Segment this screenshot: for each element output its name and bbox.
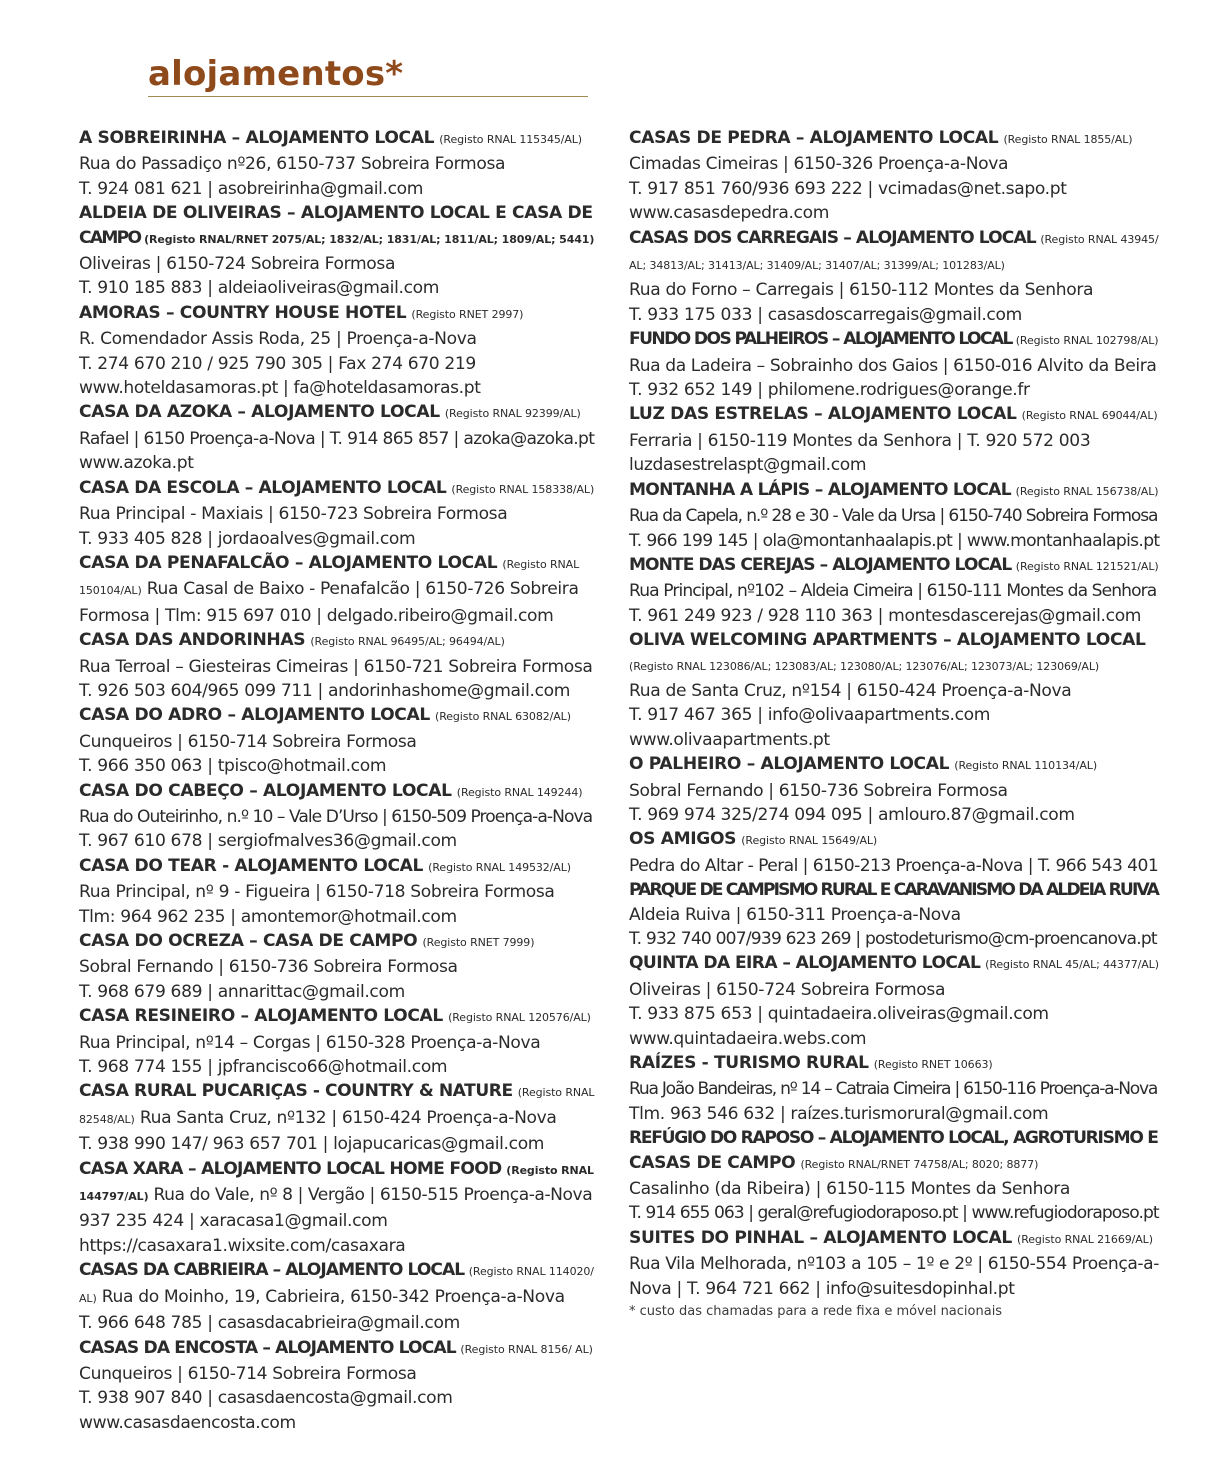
listing-detail-line [629,252,1159,278]
listing-detail-line [629,903,1159,927]
listing-heading-line [629,553,1159,579]
listing-name: RAÍZES - TURISMO RURAL [629,1053,869,1074]
text-segment: Rua Principal, nº102 – Aldeia Cimeira | 6150-111 Montes da Senhora [629,581,1157,602]
registration-number: (Registo RNAL 123086/AL; 123083/AL; 123080/AL; 123076/AL; 123073/AL; 123069/AL) [629,659,1100,673]
listing-name: ALDEIA DE OLIVEIRAS – ALOJAMENTO LOCAL E CASA DE [79,203,593,224]
listing-detail-line [629,303,1159,327]
registration-number: (Registo RNAL 15649/AL) [741,834,878,848]
registration-number: (Registo RNAL/RNET 74758/AL; 8020; 8877) [800,1157,1039,1171]
listing-detail-line [629,1102,1159,1126]
footnote: * custo das chamadas para a rede fixa e móvel nacionais [629,1304,1003,1319]
text-segment: Cimadas Cimeiras | 6150-326 Proença-a-Nova [629,154,1009,175]
listing-detail-line [629,1277,1159,1301]
listing-detail-line [79,1362,594,1386]
text-segment: Rua do Vale, nº 8 | Vergão | 6150-515 Proença-a-Nova [148,1185,593,1206]
text-segment: T. 966 350 063 | tpisco@hotmail.com [79,756,387,777]
listing-name: CASAS DOS CARREGAIS – ALOJAMENTO LOCAL [629,227,1036,248]
listing-entry [629,126,1159,226]
registration-number: (Registo RNET 7999) [422,936,535,949]
listing-detail-line [629,354,1159,378]
listing-entry [79,1079,594,1156]
registration-number: (Registo RNAL 149244) [456,785,583,799]
listing-detail-line [629,803,1159,827]
listing-detail-line [79,427,594,451]
listing-name: MONTE DAS CEREJAS – ALOJAMENTO LOCAL [629,554,1012,575]
text-segment: Rua Casal de Baixo - Penafalcão | 6150-726 Sobreira [141,579,579,600]
listing-detail-line [79,955,594,979]
listing-heading-line [79,1258,594,1284]
listing-name: CASA DA ESCOLA – ALOJAMENTO LOCAL [79,477,447,498]
text-segment: Rua de Santa Cruz, nº154 | 6150-424 Proença-a-Nova [629,680,1072,701]
registration-number: 150104/AL) [79,584,142,598]
listing-entry [79,628,594,703]
listing-heading-line [629,752,1159,778]
text-segment: Nova | T. 964 721 662 | info@suitesdopinhal.pt [629,1278,1015,1299]
listing-name: CASA DO OCREZA – CASA DE CAMPO [79,931,418,951]
listing-detail-line [79,252,594,276]
registration-number: (Registo RNAL 69044/AL) [1021,409,1158,423]
listing-entry [79,126,594,201]
listing-name: CAMPO [79,227,141,248]
registration-number: (Registo RNAL 121521/AL) [1015,559,1159,573]
listing-detail-line [79,376,594,400]
text-segment: T. 910 185 883 | aldeiaoliveiras@gmail.com [79,278,440,299]
listing-detail-line [79,905,594,929]
listing-name: A SOBREIRINHA – ALOJAMENTO LOCAL [79,128,435,148]
registration-number: (Registo RNAL 21669/AL) [1017,1232,1153,1246]
listing-heading-line [79,779,594,805]
listing-name: CASAS DA CABRIEIRA – ALOJAMENTO LOCAL [79,1260,465,1281]
right-column [629,126,1159,1301]
text-segment: T. 933 405 828 | jordaoalves@gmail.com [79,528,416,549]
listing-name: CASA RURAL PUCARIÇAS - COUNTRY & NATURE [79,1081,513,1102]
listing-name: CASA XARA – ALOJAMENTO LOCAL HOME FOOD [79,1158,502,1179]
text-segment: T. 914 655 063 | geral@refugiodoraposo.pt | www.refugiodoraposo.pt [629,1203,1159,1224]
text-segment: T. 917 851 760/936 693 222 | vcimadas@net.sapo.pt [629,178,1067,199]
text-segment: Rua Terroal – Giesteiras Cimeiras | 6150-721 Sobreira Formosa [79,656,593,677]
text-segment: Rafael | 6150 Proença-a-Nova | T. 914 865 857 | azoka@azoka.pt [79,428,595,449]
registration-number: (Registo RNAL [517,1086,595,1100]
listing-heading-line [79,126,594,152]
listing-detail-line [79,527,594,551]
listing-entry [629,478,1159,553]
registration-number: (Registo RNAL 156738/AL) [1015,484,1159,498]
listing-detail-line [629,1177,1159,1201]
listing-detail-line [629,604,1159,628]
registration-number: (Registo RNAL 149532/AL) [428,860,571,874]
listing-detail-line [79,1183,594,1209]
text-segment: Rua do Forno – Carregais | 6150-112 Montes da Senhora [629,280,1094,301]
listing-name: REFÚGIO DO RAPOSO – ALOJAMENTO LOCAL, AGROTURISMO E [629,1128,1158,1149]
listing-detail-line [79,1234,594,1258]
text-segment: Rua do Passadiço nº26, 6150-737 Sobreira Formosa [79,154,506,175]
registration-number: (Registo RNAL 45/AL; 44377/AL) [985,958,1159,972]
registration-number: (Registo RNAL 102798/AL) [1015,334,1159,348]
text-segment: T. 926 503 604/965 099 711 | andorinhashome@gmail.com [79,680,571,701]
text-segment: T. 967 610 678 | sergiofmalves36@gmail.com [79,831,457,852]
listing-name: CASA DO ADRO – ALOJAMENTO LOCAL [79,705,430,726]
text-segment: www.casasdaencosta.com [79,1412,296,1433]
listing-detail-line [79,226,594,252]
listing-detail-line [79,754,594,778]
text-segment: T. 938 907 840 | casasdaencosta@gmail.com [79,1388,453,1409]
listing-entry [629,878,1159,951]
text-segment: T. 924 081 621 | asobreirinha@gmail.com [79,178,424,199]
listing-detail-line [629,779,1159,803]
listing-entry [79,476,594,551]
listing-name: CASAS DE PEDRA – ALOJAMENTO LOCAL [629,128,999,148]
listing-detail-line [629,152,1159,176]
registration-number: (Registo RNAL [502,557,580,571]
listing-entry [79,1004,594,1079]
listing-name: CASA DA AZOKA – ALOJAMENTO LOCAL [79,402,440,423]
listing-detail-line [629,177,1159,201]
listing-name: CASA DO TEAR - ALOJAMENTO LOCAL [79,855,424,876]
listing-detail-line [629,429,1159,453]
listing-detail-line [629,1252,1159,1276]
listing-name: LUZ DAS ESTRELAS – ALOJAMENTO LOCAL [629,404,1017,425]
text-segment: Rua da Capela, n.º 28 e 30 - Vale da Ursa | 6150-740 Sobreira Formosa [629,506,1158,527]
text-segment: Ferraria | 6150-119 Montes da Senhora | T. 920 572 003 [629,430,1091,451]
listing-detail-line [79,880,594,904]
text-segment: Rua do Moinho, 19, Cabrieira, 6150-342 Proença-a-Nova [96,1286,565,1307]
listing-entry [629,553,1159,628]
text-segment: T. 933 175 033 | casasdoscarregais@gmail.com [629,304,1022,325]
listing-entry [629,226,1159,328]
text-segment: Rua João Bandeiras, nº 14 – Catraia Cimeira | 6150-116 Proença-a-Nova [629,1079,1158,1100]
text-segment: Cunqueiros | 6150-714 Sobreira Formosa [79,1363,417,1384]
listing-entry [629,951,1159,1051]
listing-entry [79,1336,594,1436]
listing-detail-line [79,655,594,679]
registration-number: (Registo RNAL 8156/ AL) [460,1342,593,1356]
listing-name: CASAS DE CAMPO [629,1152,796,1173]
listing-name: PARQUE DE CAMPISMO RURAL E CARAVANISMO DA ALDEIA RUIVA [629,880,1159,901]
listing-detail-line [79,805,594,829]
text-segment: T. 966 648 785 | casasdacabrieira@gmail.com [79,1313,460,1334]
text-segment: Cunqueiros | 6150-714 Sobreira Formosa [79,731,417,752]
listing-entry [629,752,1159,827]
listing-heading-line [79,1004,594,1030]
listing-detail-line [629,1027,1159,1051]
listing-heading-line [79,628,594,654]
listing-name: SUITES DO PINHAL – ALOJAMENTO LOCAL [629,1227,1012,1248]
listing-detail-line [629,978,1159,1002]
registration-number: (Registo RNAL 110134/AL) [954,759,1098,773]
text-segment: Rua da Ladeira – Sobrainho dos Gaios | 6150-016 Alvito da Beira [629,355,1157,376]
listing-name: QUINTA DA EIRA – ALOJAMENTO LOCAL [629,953,981,974]
text-segment: www.olivaapartments.pt [629,729,830,750]
text-segment: Rua Principal, nº14 – Corgas | 6150-328 Proença-a-Nova [79,1032,541,1053]
listing-heading-line [629,327,1159,353]
listing-entry [629,402,1159,477]
text-segment: www.quintadaeira.webs.com [629,1028,867,1049]
listing-heading-line [79,551,594,577]
listing-detail-line [629,927,1159,951]
listing-detail-line [629,453,1159,477]
listing-entry [629,327,1159,402]
listing-name: CASA DAS ANDORINHAS [79,630,306,651]
registration-number: (Registo RNAL 115345/AL) [439,133,582,146]
text-segment: Casalinho (da Ribeira) | 6150-115 Montes da Senhora [629,1179,1071,1200]
registration-number: (Registo RNAL 114020/ [468,1265,594,1279]
listing-heading-line [79,703,594,729]
listing-detail-line [629,653,1159,679]
listing-name: CASA DA PENAFALCÃO – ALOJAMENTO LOCAL [79,552,498,573]
listing-detail-line [79,1386,594,1410]
text-segment: Tlm. 963 546 632 | raízes.turismorural@gmail.com [629,1103,1049,1124]
listing-detail-line [629,1151,1159,1177]
listing-detail-line [629,378,1159,402]
listing-name: CASA DO CABEÇO – ALOJAMENTO LOCAL [79,780,452,801]
registration-number: (Registo RNAL 120576/AL) [448,1011,591,1025]
text-segment: Rua Vila Melhorada, nº103 a 105 – 1º e 2º | 6150-554 Proença-a- [629,1254,1160,1275]
registration-number: (Registo RNAL [506,1163,594,1177]
listing-heading-line [79,301,594,327]
text-segment: Rua Santa Cruz, nº132 | 6150-424 Proença-a-Nova [134,1107,557,1128]
listing-detail-line [79,327,594,351]
text-segment: Rua do Outeirinho, n.º 10 – Vale D’Urso | 6150-509 Proença-a-Nova [79,806,593,827]
listing-detail-line [79,1132,594,1156]
listing-heading-line [79,476,594,502]
text-segment: T. 938 990 147/ 963 657 701 | lojapucaricas@gmail.com [79,1134,545,1155]
text-segment: T. 969 974 325/274 094 095 | amlouro.87@gmail.com [629,804,1075,825]
text-segment: 937 235 424 | xaracasa1@gmail.com [79,1211,388,1232]
text-segment: T. 966 199 145 | ola@montanhaalapis.pt | www.montanhaalapis.pt [629,530,1160,551]
page-title: alojamentos* [148,54,404,94]
listing-heading-line [629,402,1159,428]
listing-entry [629,827,1159,878]
text-segment: T. 961 249 923 / 928 110 363 | montesdascerejas@gmail.com [629,605,1142,626]
listing-detail-line [79,980,594,1004]
listing-detail-line [79,730,594,754]
listing-heading-line [79,854,594,880]
listing-entry [629,628,1159,752]
listing-heading-line [79,1336,594,1362]
text-segment: Formosa | Tlm: 915 697 010 | delgado.ribeiro@gmail.com [79,605,554,626]
text-segment: www.azoka.pt [79,453,194,474]
listing-entry [79,400,594,475]
listing-heading-line [79,201,594,225]
text-segment: Oliveiras | 6150-724 Sobreira Formosa [629,979,946,1000]
text-segment: https://casaxara1.wixsite.com/casaxara [79,1235,406,1256]
text-segment: T. 274 670 210 / 925 790 305 | Fax 274 670 219 [79,353,476,374]
registration-number: 144797/AL) [79,1190,149,1204]
listing-entry [629,1051,1159,1126]
listing-name: FUNDO DOS PALHEIROS – ALOJAMENTO LOCAL [629,329,1012,350]
listing-detail-line [79,829,594,853]
registration-number: (Registo RNAL 1855/AL) [1003,133,1133,146]
listing-detail-line [79,177,594,201]
listing-entry [79,1157,594,1259]
registration-number: (Registo RNAL/RNET 2075/AL; 1832/AL; 1831/AL; 1811/AL; 1809/AL; 5441) [144,232,595,246]
page-header [148,52,588,97]
text-segment: Aldeia Ruiva | 6150-311 Proença-a-Nova [629,904,961,925]
listing-heading-line [629,951,1159,977]
registration-number: (Registo RNAL 158338/AL) [451,482,595,496]
listing-detail-line [79,604,594,628]
listing-detail-line [79,352,594,376]
listing-detail-line [629,1201,1159,1225]
listing-heading-line [629,878,1159,902]
listing-heading-line [629,827,1159,853]
listing-detail-line [79,152,594,176]
text-segment: Sobral Fernando | 6150-736 Sobreira Formosa [629,780,1008,801]
text-segment: Pedra do Altar - Peral | 6150-213 Proença-a-Nova | T. 966 543 401 [629,855,1159,876]
title-rule [148,96,588,97]
listing-entry [79,854,594,929]
listing-detail-line [79,276,594,300]
listing-name: MONTANHA A LÁPIS – ALOJAMENTO LOCAL [629,479,1011,500]
listing-heading-line [79,1079,594,1105]
listing-entry [79,1258,594,1335]
listing-heading-line [79,400,594,426]
registration-number: (Registo RNAL 96495/AL; 96494/AL) [310,635,505,649]
listing-detail-line [629,1077,1159,1101]
text-segment: Oliveiras | 6150-724 Sobreira Formosa [79,254,396,275]
listing-detail-line [79,502,594,526]
text-segment: T. 917 467 365 | info@olivaapartments.com [629,705,991,726]
listing-name: O PALHEIRO – ALOJAMENTO LOCAL [629,754,950,775]
listing-detail-line [79,679,594,703]
listing-detail-line [629,529,1159,553]
listing-name: OS AMIGOS [629,829,737,850]
listing-heading-line [629,1126,1159,1150]
text-segment: Tlm: 964 962 235 | amontemor@hotmail.com [79,906,457,927]
listing-heading-line [629,478,1159,504]
listing-detail-line [629,728,1159,752]
listing-detail-line [629,504,1159,528]
registration-number: (Registo RNET 2997) [411,307,524,321]
text-segment: Rua Principal, nº 9 - Figueira | 6150-718 Sobreira Formosa [79,882,555,903]
listing-detail-line [79,1411,594,1435]
registration-number: AL) [79,1291,97,1305]
listing-heading-line [79,1157,594,1183]
registration-number: AL; 34813/AL; 31413/AL; 31409/AL; 31407/AL; 31399/AL; 101283/AL) [629,259,1005,273]
listing-entry [79,703,594,778]
registration-number: (Registo RNET 10663) [873,1058,993,1072]
listing-detail-line [629,854,1159,878]
left-column [79,126,594,1435]
text-segment: R. Comendador Assis Roda, 25 | Proença-a-Nova [79,329,477,350]
listing-detail-line [79,1285,594,1311]
text-segment: T. 933 875 653 | quintadaeira.oliveiras@gmail.com [629,1004,1049,1025]
listing-heading-line [629,1226,1159,1252]
listing-detail-line [79,1311,594,1335]
listing-detail-line [79,577,594,603]
listing-entry [79,201,594,301]
listing-entry [629,1126,1159,1226]
listing-heading-line [629,226,1159,252]
listing-name: CASA RESINEIRO – ALOJAMENTO LOCAL [79,1006,443,1027]
listing-heading-line [629,1051,1159,1077]
listing-detail-line [629,201,1159,225]
listing-detail-line [79,1031,594,1055]
listing-detail-line [629,278,1159,302]
listing-detail-line [79,451,594,475]
listing-name: CASAS DA ENCOSTA – ALOJAMENTO LOCAL [79,1337,456,1358]
listing-entry [629,1226,1159,1301]
text-segment: Rua Principal - Maxiais | 6150-723 Sobreira Formosa [79,504,508,525]
listing-detail-line [79,1106,594,1132]
registration-number: (Registo RNAL 63082/AL) [435,710,571,724]
listing-detail-line [629,579,1159,603]
listing-entry [79,929,594,1004]
text-segment: T. 968 774 155 | jpfrancisco66@hotmail.com [79,1057,448,1078]
text-segment: Sobral Fernando | 6150-736 Sobreira Formosa [79,957,458,978]
text-segment: T. 968 679 689 | annarittac@gmail.com [79,981,405,1002]
listing-heading-line [629,126,1159,152]
text-segment: luzdasestrelaspt@gmail.com [629,455,867,476]
listing-entry [79,551,594,628]
text-segment: T. 932 740 007/939 623 269 | postodeturismo@cm-proencanova.pt [629,929,1157,949]
listing-entry [79,301,594,401]
text-segment: www.casasdepedra.com [629,203,829,224]
listing-name: OLIVA WELCOMING APARTMENTS – ALOJAMENTO LOCAL [629,630,1146,651]
registration-number: (Registo RNAL 43945/ [1040,232,1159,246]
listing-detail-line [629,703,1159,727]
listing-detail-line [79,1209,594,1233]
listing-heading-line [79,929,594,955]
registration-number: (Registo RNAL 92399/AL) [444,407,581,421]
listing-name: AMORAS – COUNTRY HOUSE HOTEL [79,302,407,323]
listing-heading-line [629,628,1159,652]
listing-detail-line [629,1002,1159,1026]
text-segment: T. 932 652 149 | philomene.rodrigues@orange.fr [629,380,1030,401]
listing-entry [79,779,594,854]
registration-number: 82548/AL) [79,1112,135,1126]
listing-detail-line [629,679,1159,703]
listing-detail-line [79,1055,594,1079]
text-segment: www.hoteldasamoras.pt | fa@hoteldasamoras.pt [79,378,481,399]
